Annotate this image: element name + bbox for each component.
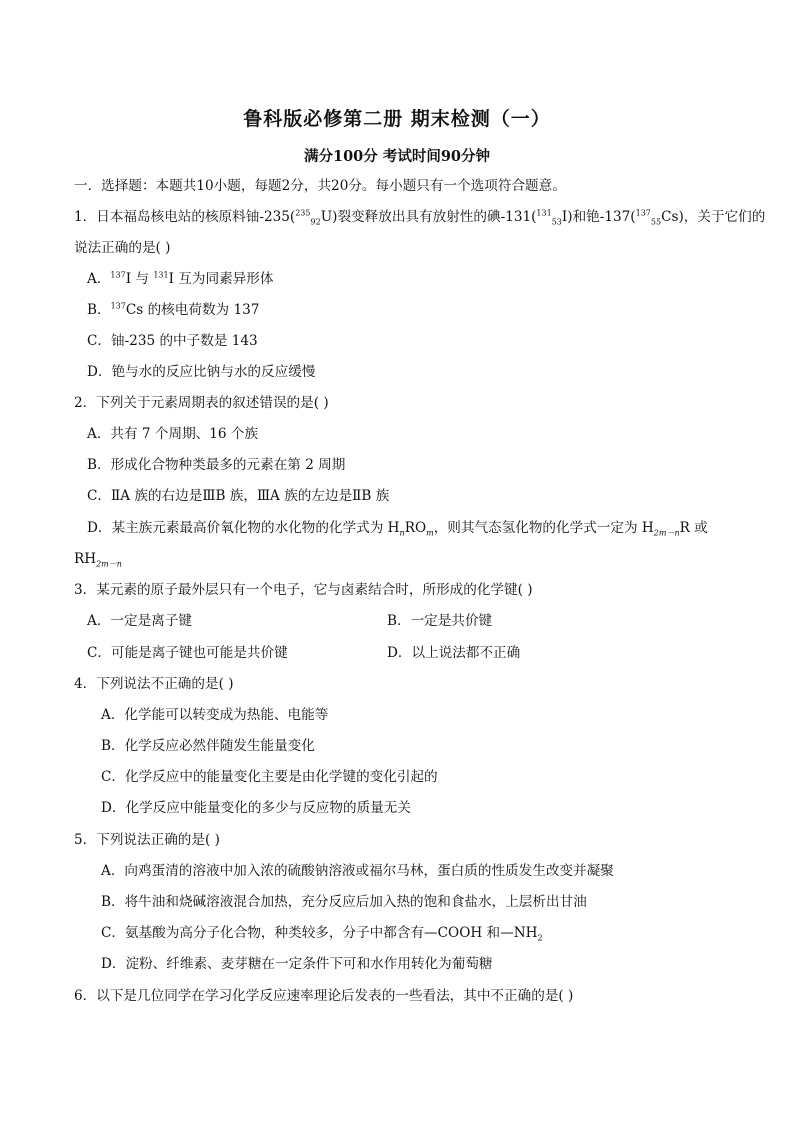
question-1-option-d: D．铯与水的反应比钠与水的反应缓慢 bbox=[87, 364, 316, 380]
question-2-option-d-cont: $RH_{2m-n}$ bbox=[74, 551, 122, 569]
page-title: 鲁科版必修第二册 期末检测（一） bbox=[243, 108, 551, 130]
question-3-option-a: A．一定是离子键 bbox=[87, 613, 192, 629]
question-3-option-d: D．以上说法都不正确 bbox=[387, 645, 521, 661]
question-5-option-c: C．氨基酸为高分子化合物，种类较多，分子中都含有—COOH 和$—NH_2$ bbox=[101, 925, 543, 943]
question-5-stem: 5．下列说法正确的是( ) bbox=[74, 832, 220, 848]
question-3-option-c: C．可能是离子键也可能是共价键 bbox=[87, 645, 288, 661]
question-1-option-b: B．$^{137}$Cs 的核电荷数为 137 bbox=[87, 301, 260, 318]
question-2-option-b: B．形成化合物种类最多的元素在第 2 周期 bbox=[87, 457, 346, 473]
question-4-option-c: C．化学反应中的能量变化主要是由化学键的变化引起的 bbox=[101, 769, 438, 785]
question-6-stem: 6．以下是几位同学在学习化学反应速率理论后发表的一些看法，其中不正确的是( ) bbox=[74, 988, 574, 1004]
question-4-stem: 4．下列说法不正确的是( ) bbox=[74, 676, 234, 692]
question-3-option-b: B．一定是共价键 bbox=[387, 613, 493, 629]
question-1-stem-cont: 说法正确的是( ) bbox=[74, 240, 171, 256]
question-1-option-a: A．$^{137}$I 与 $^{131}$I 互为同素异形体 bbox=[87, 270, 274, 287]
question-5-option-d: D．淀粉、纤维素、麦芽糖在一定条件下可和水作用转化为葡萄糖 bbox=[101, 956, 493, 972]
question-2-option-a: A．共有 7 个周期、16 个族 bbox=[87, 426, 259, 442]
question-4-option-b: B．化学反应必然伴随发生能量变化 bbox=[101, 738, 315, 754]
page-subtitle: 满分100分 考试时间90分钟 bbox=[304, 148, 490, 165]
question-3-stem: 3．某元素的原子最外层只有一个电子，它与卤素结合时，所形成的化学键( ) bbox=[74, 582, 533, 598]
question-4-option-a: A．化学能可以转变成为热能、电能等 bbox=[101, 707, 329, 723]
question-5-option-a: A．向鸡蛋清的溶液中加入浓的硫酸钠溶液或福尔马林，蛋白质的性质发生改变并凝聚 bbox=[101, 863, 614, 879]
question-5-option-b: B．将牛油和烧碱溶液混合加热，充分反应后加入热的饱和食盐水，上层析出甘油 bbox=[101, 894, 587, 910]
question-1-stem: 1．日本福岛核电站的核原料铀-235($^{235}_{92}$U)裂变释放出具有放射性的碘-131($^{131}_{53}$I)和铯-137($^{137}_{55}$Cs)，关于它们的 bbox=[74, 208, 766, 227]
question-2-option-c: C．ⅡA 族的右边是ⅢB 族，ⅢA 族的左边是ⅡB 族 bbox=[87, 488, 390, 504]
question-1-option-c: C．铀-235 的中子数是 143 bbox=[87, 333, 258, 349]
question-2-option-d: D．某主族元素最高价氧化物的水化物的化学式为 $H_nRO_m$，则其气态氢化物的化学式一定为 $H_{2m-n}R$ 或 bbox=[87, 520, 708, 538]
question-2-stem: 2．下列关于元素周期表的叙述错误的是( ) bbox=[74, 395, 329, 411]
section-instructions: 一．选择题：本题共10小题，每题2分，共20分。每小题只有一个选项符合题意。 bbox=[74, 178, 566, 194]
question-4-option-d: D．化学反应中能量变化的多少与反应物的质量无关 bbox=[101, 800, 411, 816]
